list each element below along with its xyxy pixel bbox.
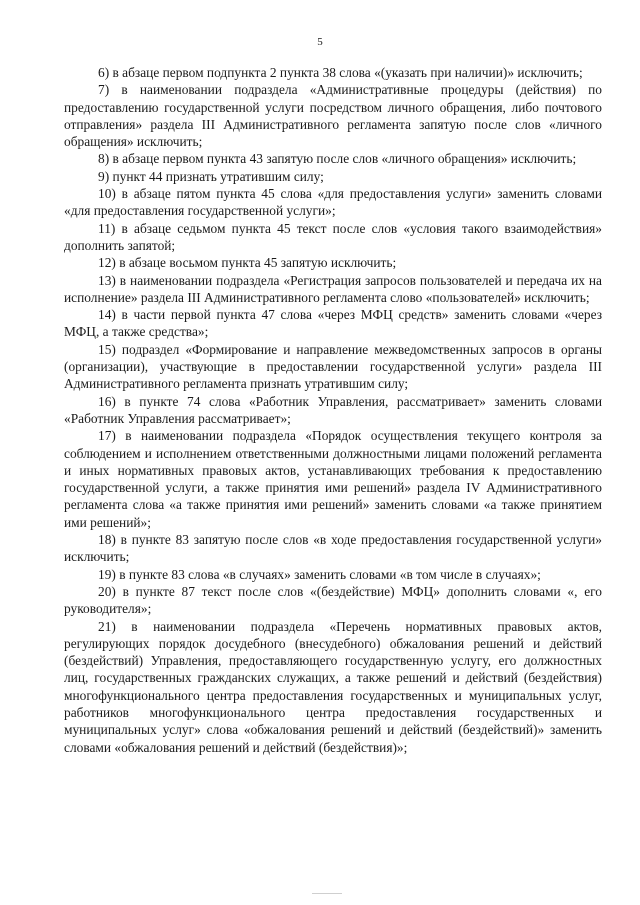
amendment-item-11: 11) в абзаце седьмом пункта 45 текст после слов «условия такого взаимодействия» дополнить запятой; <box>64 220 602 253</box>
amendment-item-15: 15) подраздел «Формирование и направление межведомственных запросов в органы (организации), участвующие в предоставлении государственной услуги» раздела III Административного регламента признать утратившим силу; <box>64 341 602 392</box>
document-body <box>64 64 602 756</box>
amendment-item-10: 10) в абзаце пятом пункта 45 слова «для предоставления услуги» заменить словами «для предоставления государственной услуги»; <box>64 186 602 219</box>
page-number: 5 <box>317 36 323 48</box>
amendment-item-20: 20) в пункте 87 текст после слов «(бездействие) МФЦ» дополнить словами «, его руководителя»; <box>64 583 602 617</box>
amendment-item-18: 18) в пункте 83 запятую после слов «в ходе предоставления государственной услуги» исключить; <box>64 532 602 565</box>
amendment-item-7: 7) в наименовании подраздела «Административные процедуры (действия) по предоставлению государственной услуги посредством личного обращения, либо почтового отправления» раздела III Административного регламента запятую после слов «личного обращения» исключить; <box>64 82 602 150</box>
amendment-item-21: 21) в наименовании подраздела «Перечень нормативных правовых актов, регулирующих порядок досудебного (внесудебного) обжалования решений и действий (бездействий) Управления, предоставляющего государственную услугу, его должностных лиц, государственных гражданских служащих, а также решений и действий (бездействия) многофункционального центра предоставления государственных и муниципальных услуг, работников многофункционального центра предоставления государственных и муниципальных услуг» слова «обжалования решений и действий (бездействий)» заменить словами «обжалования решений и действий (бездействия)»; <box>64 618 602 755</box>
amendment-item-13: 13) в наименовании подраздела «Регистрация запросов пользователей и передача их на исполнение» раздела III Административного регламента слово «пользователей» исключить; <box>64 272 602 305</box>
amendment-item-19: 19) в пункте 83 слова «в случаях» заменить словами «в том числе в случаях»; <box>98 566 541 582</box>
amendment-item-12: 12) в абзаце восьмом пункта 45 запятую исключить; <box>98 255 397 271</box>
amendment-item-16: 16) в пункте 74 слова «Работник Управления, рассматривает» заменить словами «Работник Управления рассматривает»; <box>64 393 602 426</box>
amendment-item-8: 8) в абзаце первом пункта 43 запятую после слов «личного обращения» исключить; <box>98 151 577 167</box>
page-footer-mark <box>312 893 342 894</box>
amendment-item-9: 9) пункт 44 признать утратившим силу; <box>98 168 324 184</box>
amendment-item-14: 14) в части первой пункта 47 слова «через МФЦ средств» заменить словами «через МФЦ, а также средства»; <box>64 307 602 340</box>
amendment-item-17: 17) в наименовании подраздела «Порядок осуществления текущего контроля за соблюдением и исполнением ответственными должностными лицами положений регламента и иных нормативных правовых актов, устанавливающих требования к предоставлению государственной услуги, а также принятия ими решений» раздела IV Административного регламента слова «а также принятия ими решений» заменить словами «а также принятием ими решений»; <box>64 428 602 530</box>
amendment-item-6: 6) в абзаце первом подпункта 2 пункта 38 слова «(указать при наличии)» исключить; <box>98 65 583 80</box>
